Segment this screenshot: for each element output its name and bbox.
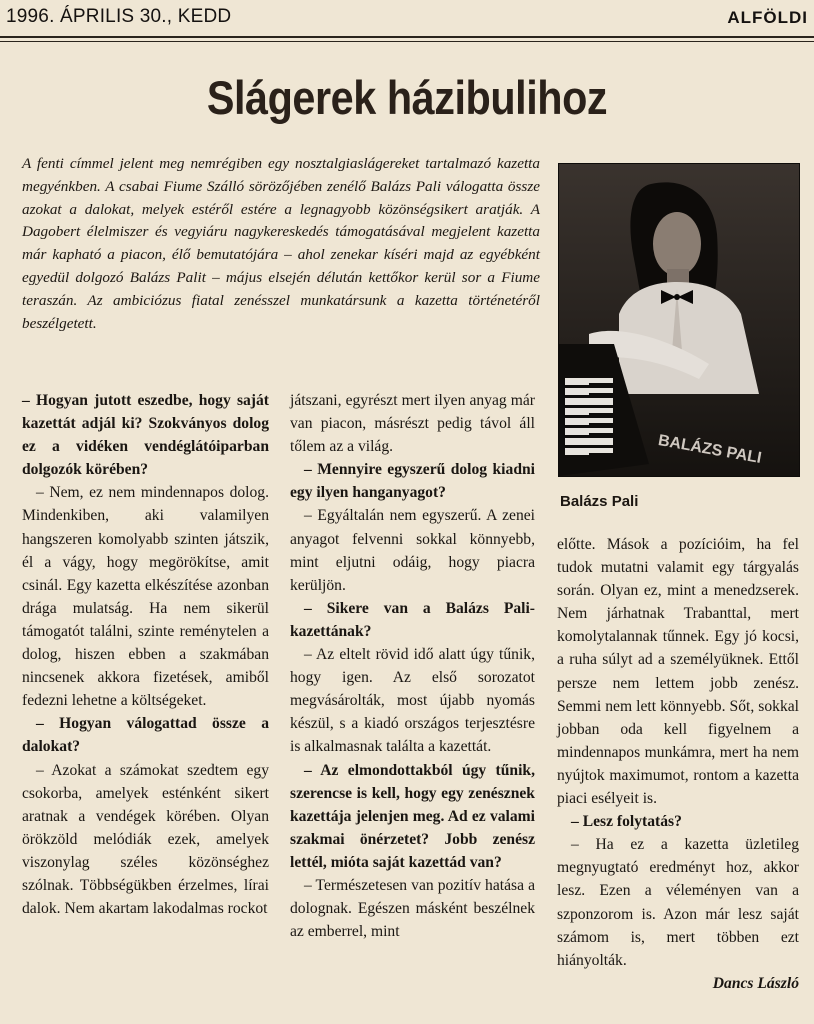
interview-question: – Hogyan jutott eszedbe, hogy saját kazettát adjál ki? Szokványos dolog ez a vidéken vendéglátóiparban dolgozók körében? — [22, 392, 269, 479]
masthead-rule-thick — [0, 36, 814, 38]
article-headline: Slágerek házibulihoz — [206, 71, 608, 124]
interview-question: – Az elmondottakból úgy tűnik, szerencse is kell, hogy egy zenésznek kazettája jelenjen meg. Ad ez valami szakmai önérzetet? Jobb zenész lettél, mióta saját kazettád van? — [290, 761, 535, 871]
interview-answer-continued: játszani, egyrészt mert ilyen anyag már van piacon, másrészt pedig távol áll tőlem az a világ. — [290, 392, 535, 456]
interview-answer: – Azokat a számokat szedtem egy csokorba, amelyek esténként sikert aratnak a vendégek körében. Olyan örökzöld melódiák ezek, amelyek viszonylag széles közönséghez szólnak. Többségükben érzelmes, lírai dalok. Nem akartam lakodalmas rockot — [22, 761, 269, 918]
text-column-2 — [290, 389, 535, 943]
masthead — [0, 0, 814, 44]
interview-answer: – Természetesen van pozitív hatása a dolognak. Egészen másként beszélnek az emberrel, mint — [290, 876, 535, 941]
interview-answer: – Nem, ez nem mindennapos dolog. Mindenkiben, aki valamilyen hangszeren komolyabb szinten játszik, él a vágy, hogy megörökítse, amit csinál. Egy kazetta elkészítése azonban drága mulatság. Ha nem sikerül támogatót találni, szinte reménytelen a dolog, hiszen ebben a szakmában nincsenek akkora fizetések, amiből fedezni lehetne a költségeket. — [22, 484, 269, 710]
photo-cassette-text: BALÁZS PALI — [656, 432, 763, 468]
interview-question: – Lesz folytatás? — [571, 813, 682, 831]
interview-answer: – Egyáltalán nem egyszerű. A zenei anyagot felvenni sokkal könnyebb, mint eljutni odáig, hogy piacra kerüljön. — [290, 507, 535, 594]
masthead-rule-thin — [0, 41, 814, 42]
interview-answer-continued: előtte. Mások a pozícióim, ha fel tudok mutatni valamit egy tárgyalás során. Olyan ez, mint a menedzserek. Nem járhatnak Trabanttal, mert komolytalannak tűnnek. Egy jó kocsi, a ruha súlyt ad a személyüknek. Ettől persze nem lettem jobb zenész. Semmi nem lett könnyebb. Sőt, sokkal jobban oda kell figyelnem a mindennapos munkámra, mert ha nem nyújtok maximumot, rontom a kazetta piaci esélyeit is. — [557, 536, 799, 808]
interview-answer: – Az eltelt rövid idő alatt úgy tűnik, hogy igen. Az első sorozatot megvásárolták, most újabb nyomás készül, s a kiadó országos terjesztésre is alkalmasnak találta a kazettát. — [290, 646, 535, 756]
photo-illustration — [559, 164, 799, 476]
interview-answer: – Ha ez a kazetta üzletileg megnyugtató eredményt hoz, akkor lesz. Ezen a véleményen van a szponzorom is. Azon már lesz saját számom is, mert többen ezt hiányolták. — [557, 836, 799, 969]
issue-date: 1996. ÁPRILIS 30., KEDD — [6, 6, 232, 27]
portrait-photo — [558, 163, 800, 477]
article-author: Dancs László — [712, 974, 799, 992]
text-column-3 — [557, 533, 799, 995]
article-lead: A fenti címmel jelent meg nemrégiben egy nosztalgiaslágereket tartalmazó kazetta megyénkben. A csabai Fiume Szálló sörözőjében zenélő Balázs Pali válogatta össze azokat a dalokat, melyek estéről estére a legnagyobb közönségsikert aratják. A Dagobert élelmiszer és vegyiáru nagykereskedés támogatásával megjelent kazetta már kapható a piacon, élő bemutatójára – ahol zenekar kíséri majd az egyébként egyedül dolgozó Balázs Palit – május elsején délután kettőkor kerül sor a Fiume teraszán. Az ambiciózus fiatal zenésszel munkatársunk a kazetta történetéről beszélgetett. — [22, 155, 540, 332]
interview-question: – Sikere van a Balázs Pali-kazettának? — [290, 599, 535, 640]
interview-question: – Hogyan válogattad össze a dalokat? — [22, 715, 269, 756]
photo-caption: Balázs Pali — [560, 493, 639, 510]
text-column-1 — [22, 389, 269, 920]
interview-question: – Mennyire egyszerű dolog kiadni egy ilyen hanganyagot? — [290, 461, 535, 502]
newspaper-name: ALFÖLDI — [727, 8, 808, 27]
